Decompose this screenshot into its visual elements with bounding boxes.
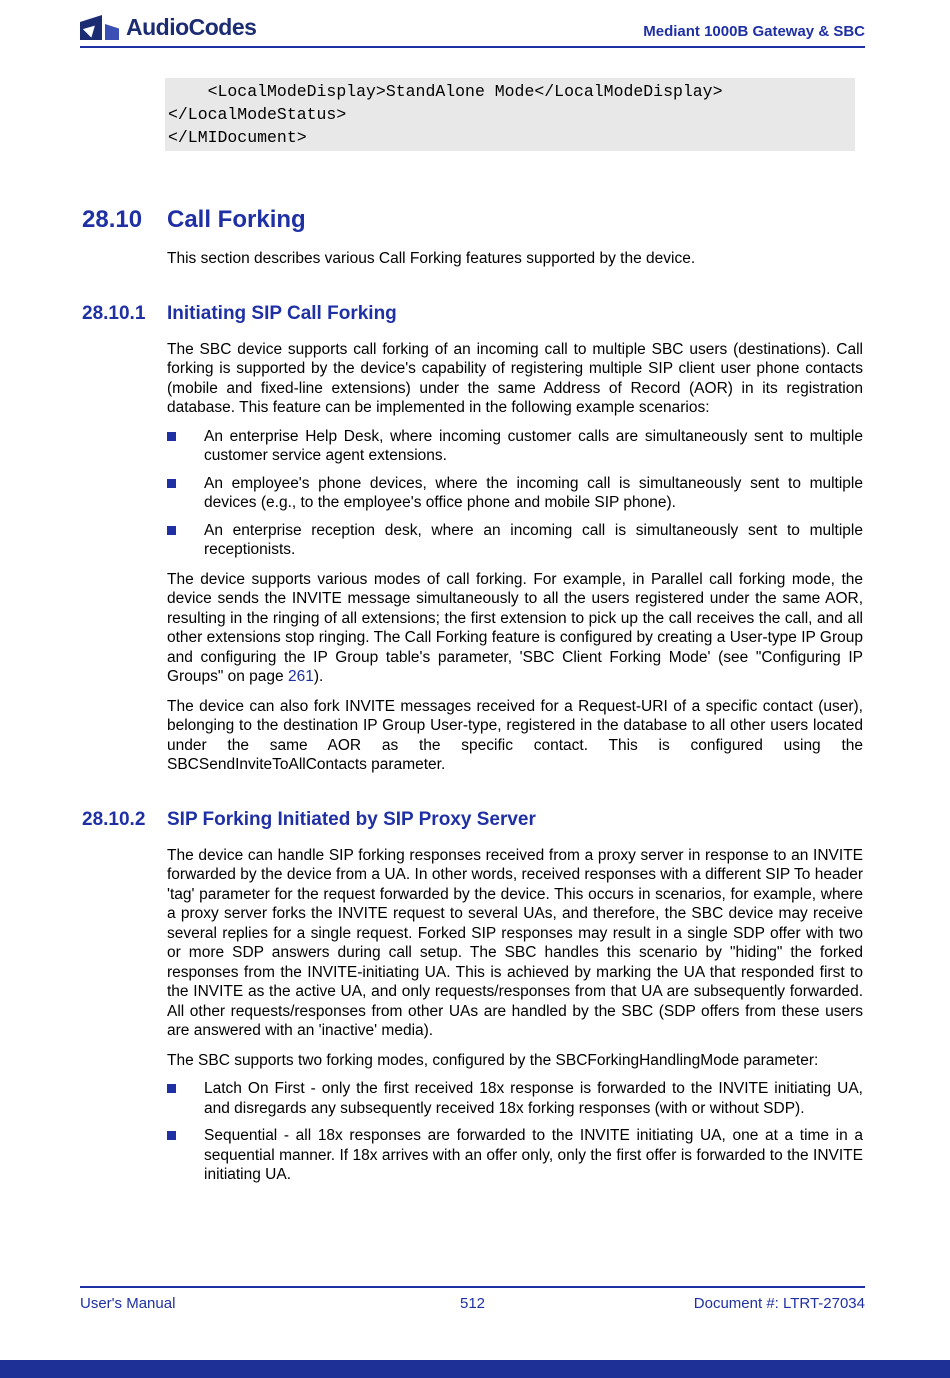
- xml-code-block: [165, 78, 855, 151]
- page-header: [80, 6, 865, 48]
- paragraph: The SBC device supports call forking of an incoming call to multiple SBC users (destinations). Call forking is supported by the device's capability of registering multiple SIP client user phone contacts (mobile and fixed-line extensions) under the same Address of Record (AOR) in its registration database. This feature can be implemented in the following example scenarios:: [167, 340, 863, 416]
- bullet-text: An enterprise reception desk, where an incoming call is simultaneously sent to multiple receptionists.: [204, 521, 863, 558]
- paragraph: The SBC supports two forking modes, configured by the SBCForkingHandlingMode parameter:: [167, 1051, 819, 1069]
- paragraph: The device can handle SIP forking responses received from a proxy server in response to an INVITE forwarded by the device from a UA. In other words, received responses with a different SIP To header 'tag' parameter for the request forwarded by the device. This occurs in scenarios, for example, where a proxy server forks the INVITE request to several UAs, and therefore, the SBC device may receive several replies for a single request. Forked SIP responses may result in a single SDP offer with two or more SDP answers during call setup. The SBC handles this scenario by "hiding" the forked responses from the INVITE-initiating UA. This is achieved by marking the UA that responded first to the INVITE as the active UA, and only requests/responses from that UA are subsequently forwarded. All other requests/responses from other UAs are handled by the SBC (SDP offers from these users are answered with an 'inactive' media).: [167, 846, 863, 1039]
- bullet-list-scenarios: [167, 427, 863, 560]
- paragraph-with-link: [167, 570, 863, 687]
- bottom-blue-bar: [0, 1360, 950, 1378]
- list-item: [167, 427, 863, 466]
- list-item: [167, 1079, 863, 1118]
- footer-manual-label: User's Manual: [80, 1295, 176, 1312]
- bullet-square-icon: [167, 479, 176, 488]
- paragraph-text: The device supports various modes of call forking. For example, in Parallel call forking mode, the device sends the INVITE message simultaneously to all the users registered under the same AOR, resulting in the ringing of all extensions; the first extension to pick up the call receives the call, and all other extensions stop ringing. The Call Forking feature is configured by creating a User-type IP Group and configuring the IP Group table's parameter, 'SBC Client Forking Mode' (see "Configuring IP Groups" on page: [167, 570, 863, 685]
- page-content: [0, 78, 950, 1193]
- section-intro-paragraph: This section describes various Call Forking features supported by the device.: [167, 250, 696, 267]
- subsection-title: SIP Forking Initiated by SIP Proxy Server: [167, 808, 536, 830]
- paragraph-text: ).: [313, 668, 324, 685]
- section-heading-call-forking: [82, 206, 863, 234]
- code-line-3: </LMIDocument>: [168, 128, 307, 147]
- page-footer: [80, 1286, 865, 1312]
- code-line-2: </LocalModeStatus>: [168, 105, 347, 124]
- bullet-text: An employee's phone devices, where the incoming call is simultaneously sent to multiple devices (e.g., to the employee's office phone and mobile SIP phone).: [204, 474, 863, 511]
- bullet-square-icon: [167, 1084, 176, 1093]
- product-title: Mediant 1000B Gateway & SBC: [643, 23, 865, 40]
- subsection-heading-sip-forking-proxy-server: [82, 809, 863, 831]
- subsection-number: 28.10.1: [82, 302, 146, 324]
- list-item: [167, 1126, 863, 1185]
- subsection-title: Initiating SIP Call Forking: [167, 302, 397, 324]
- audiocodes-logo: [80, 12, 256, 42]
- bullet-square-icon: [167, 1131, 176, 1140]
- list-item: [167, 521, 863, 560]
- bullet-text: Sequential - all 18x responses are forwarded to the INVITE initiating UA, one at a time in a sequential manner. If 18x arrives with an offer only, only the first offer is forwarded to the INVITE initiating UA.: [204, 1127, 863, 1183]
- code-line-1: <LocalModeDisplay>StandAlone Mode</LocalModeDisplay>: [168, 82, 723, 101]
- audiocodes-logo-icon: [80, 12, 122, 42]
- footer-document-number: Document #: LTRT-27034: [693, 1295, 865, 1312]
- bullet-square-icon: [167, 526, 176, 535]
- bullet-square-icon: [167, 432, 176, 441]
- logo-shape-light: [105, 24, 119, 40]
- subsection-number: 28.10.2: [82, 808, 146, 830]
- list-item: [167, 474, 863, 513]
- bullet-text: Latch On First - only the first received 18x response is forwarded to the INVITE initiating UA, and disregards any subsequently received 18x forking responses (with or without SDP).: [204, 1080, 863, 1117]
- bullet-text: An enterprise Help Desk, where incoming customer calls are simultaneously sent to multiple customer service agent extensions.: [204, 427, 863, 464]
- page-ref-link[interactable]: 261: [287, 668, 314, 685]
- footer-page-number: 512: [459, 1295, 486, 1312]
- subsection-heading-initiating-sip-call-forking: [82, 303, 863, 325]
- bullet-list-forking-modes: [167, 1079, 863, 1185]
- section-number: 28.10: [82, 206, 143, 233]
- section-title: Call Forking: [167, 206, 306, 233]
- audiocodes-logo-text: AudioCodes: [126, 13, 257, 40]
- paragraph: The device can also fork INVITE messages received for a Request-URI of a specific contact (user), belonging to the destination IP Group User-type, registered in the database to all other users located under the same AOR as the specific contact. This is configured using the SBCSendInviteToAllContacts parameter.: [167, 697, 863, 773]
